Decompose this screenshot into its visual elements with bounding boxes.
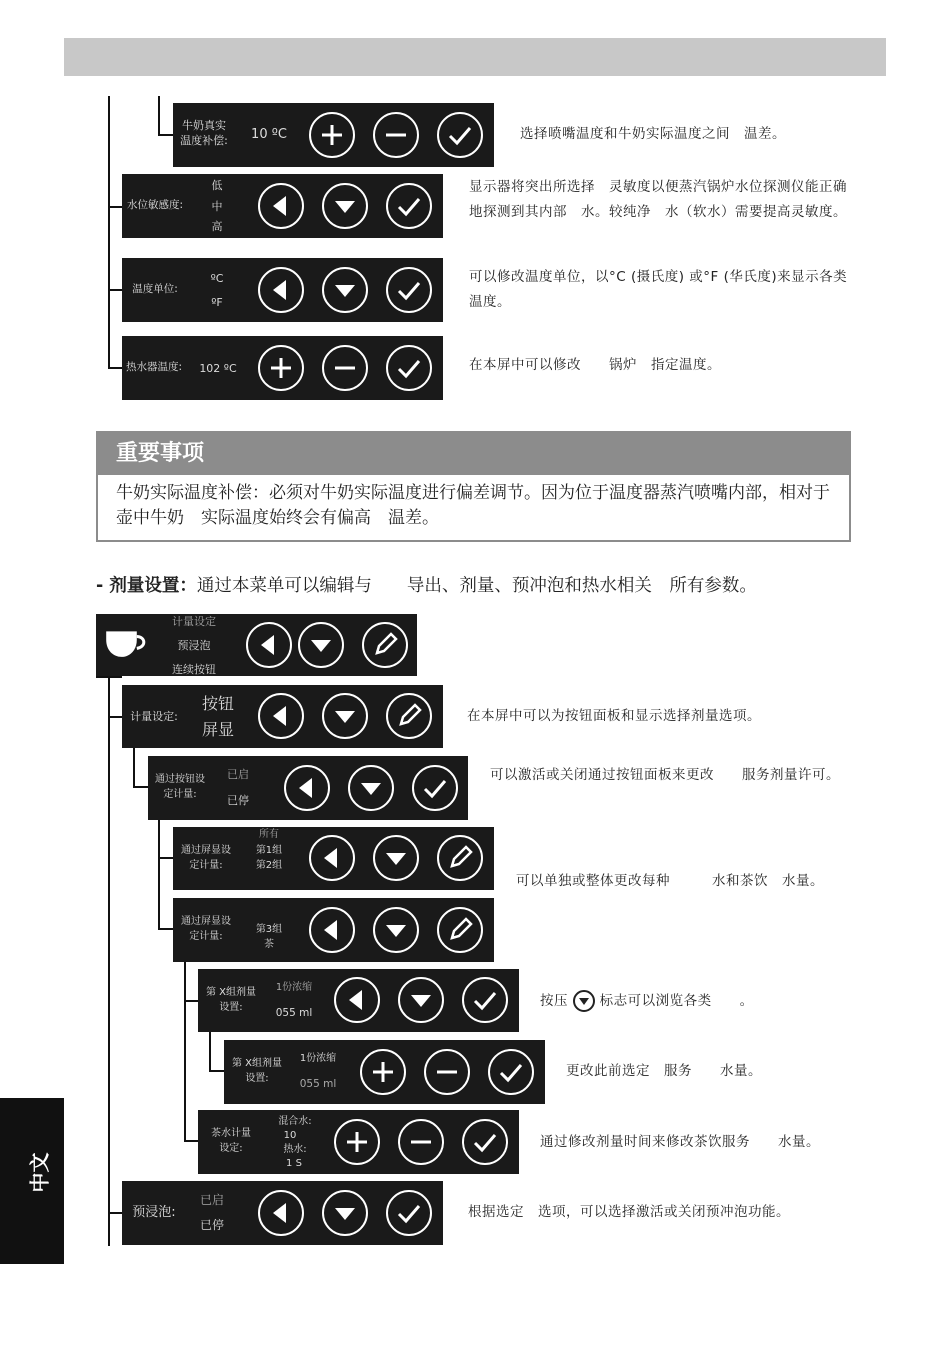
plus-icon — [362, 1051, 404, 1093]
edit-button[interactable] — [362, 622, 408, 668]
plus-button[interactable] — [258, 345, 304, 391]
section-heading — [96, 572, 757, 597]
option-tea: 茶 — [264, 939, 274, 950]
confirm-button[interactable] — [386, 1190, 432, 1236]
triangle-down-icon — [400, 979, 442, 1021]
option-screen: 屏显 — [201, 720, 234, 739]
header-bar — [64, 38, 886, 76]
minus-icon — [426, 1051, 468, 1093]
confirm-button[interactable] — [462, 977, 508, 1023]
tree-line — [96, 676, 122, 678]
option-volume: 055 ml — [275, 1007, 313, 1019]
tree-line — [158, 857, 174, 859]
panel-label: 水位敏感度: — [126, 199, 184, 211]
triangle-left-icon — [336, 979, 378, 1021]
panel-label: 计量设定: — [130, 710, 178, 723]
plus-button[interactable] — [360, 1049, 406, 1095]
pencil-icon — [388, 695, 430, 737]
screen-dose-panel-2 — [173, 898, 494, 962]
description: 根据选定 选项，可以选择激活或关闭预冲泡功能。 — [468, 1204, 790, 1220]
triangle-down-icon — [300, 624, 342, 666]
panel-label: 茶水计量 设定: — [211, 1128, 251, 1154]
tree-line — [158, 134, 174, 136]
triangle-down-icon — [375, 837, 417, 879]
description: 显示器将突出所选择 灵敏度以便蒸汽锅炉水位探测仪能正确地探测到其内部 水。较纯净 水（软水）需要提高灵敏度。 — [469, 179, 847, 220]
panel-label: 通过屏显设 定计量: — [181, 845, 231, 871]
button-dose-panel — [148, 756, 468, 820]
minus-button[interactable] — [373, 112, 419, 158]
option-preinfusion: 预浸泡 — [177, 639, 211, 652]
dose-set-panel — [122, 685, 443, 748]
tea-dose-panel — [198, 1110, 519, 1174]
minus-icon — [375, 114, 417, 156]
pencil-icon — [364, 624, 406, 666]
triangle-left-icon — [248, 624, 290, 666]
left-button[interactable] — [258, 267, 304, 313]
option-dose-set: 计量设定 — [172, 615, 216, 628]
panel-label: 通过按钮设 定计量: — [155, 774, 205, 800]
panel-value: 102 ºC — [199, 362, 237, 375]
preinfusion-panel — [122, 1181, 443, 1245]
minus-icon — [400, 1121, 442, 1163]
confirm-button[interactable] — [412, 765, 458, 811]
down-button[interactable] — [398, 977, 444, 1023]
panel-label: 第 X组剂量 设置: — [205, 987, 257, 1013]
left-button[interactable] — [309, 907, 355, 953]
option-all: 所有 — [259, 829, 279, 840]
down-button[interactable] — [322, 693, 368, 739]
language-tab — [0, 1098, 64, 1264]
edit-button[interactable] — [437, 835, 483, 881]
check-icon — [388, 185, 430, 227]
tree-line — [209, 1032, 211, 1072]
left-button[interactable] — [334, 977, 380, 1023]
left-button[interactable] — [258, 693, 304, 739]
description: 更改此前选定 服务 水量。 — [566, 1063, 762, 1079]
triangle-down-icon — [350, 767, 392, 809]
option-enabled: 已启 — [227, 768, 249, 781]
description: 在本屏中可以为按钮面板和显示选择剂量选项。 — [467, 708, 761, 724]
minus-button[interactable] — [398, 1119, 444, 1165]
option-mix-water: 混合水: — [278, 1116, 312, 1127]
tree-line — [158, 96, 160, 136]
confirm-button[interactable] — [437, 112, 483, 158]
down-button[interactable] — [348, 765, 394, 811]
triangle-down-icon — [324, 185, 366, 227]
description: 可以修改温度单位，以°C (摄氏度) 或°F (华氏度)来显示各类温度。 — [469, 269, 848, 310]
description: 在本屏中可以修改 锅炉 指定温度。 — [469, 357, 721, 373]
coffee-cup-icon — [104, 628, 156, 662]
left-button[interactable] — [309, 835, 355, 881]
tree-line — [108, 96, 110, 368]
confirm-button[interactable] — [386, 345, 432, 391]
tree-line — [184, 962, 186, 1142]
pencil-icon — [439, 837, 481, 879]
tree-line — [209, 1070, 225, 1072]
milk-comp-panel — [173, 103, 494, 167]
screen-dose-panel-1 — [173, 827, 494, 890]
down-button[interactable] — [373, 835, 419, 881]
pencil-icon — [439, 909, 481, 951]
option-disabled: 已停 — [199, 1218, 224, 1232]
check-icon — [388, 269, 430, 311]
option-hot-value: 1 S — [286, 1158, 302, 1169]
note-title: 重要事项 — [116, 441, 205, 466]
plus-button[interactable] — [334, 1119, 380, 1165]
description: 可以激活或关闭通过按钮面板来更改 服务剂量许可。 — [490, 767, 840, 783]
dose-root-panel — [96, 614, 417, 676]
triangle-left-icon — [260, 269, 302, 311]
boiler-temp-panel — [122, 336, 443, 400]
triangle-left-icon — [286, 767, 328, 809]
tree-line — [158, 820, 160, 930]
triangle-down-icon — [324, 695, 366, 737]
tree-line — [108, 676, 110, 1246]
minus-icon — [324, 347, 366, 389]
down-button[interactable] — [322, 183, 368, 229]
option-button: 按钮 — [201, 694, 234, 713]
check-icon — [439, 114, 481, 156]
description: 可以单独或整体更改每种 水和茶饮 水量。 — [516, 873, 824, 889]
triangle-left-icon — [311, 909, 353, 951]
panel-label: 温度单位: — [132, 283, 178, 295]
panel-label: 通过屏显设 定计量: — [181, 916, 231, 942]
option-mix-value: 10 — [283, 1130, 297, 1141]
description: 选择喷嘴温度和牛奶实际温度之间 温差。 — [520, 126, 786, 142]
left-button[interactable] — [258, 1190, 304, 1236]
check-icon — [388, 1192, 430, 1234]
down-button[interactable] — [322, 1190, 368, 1236]
plus-icon — [260, 347, 302, 389]
section-title: - 剂量设置： — [96, 576, 197, 596]
panel-label: 预浸泡: — [132, 1205, 176, 1220]
option-group2: 第2组 — [255, 860, 283, 871]
option-espresso: 1份浓缩 — [299, 1053, 337, 1064]
option-volume: 055 ml — [299, 1078, 337, 1090]
left-button[interactable] — [246, 622, 292, 668]
note-body: 牛奶实际温度补偿：必须对牛奶实际温度进行偏差调节。因为位于温度器蒸汽喷嘴内部，相对于壶中牛奶 实际温度始终会有偏高 温差。 — [116, 483, 830, 528]
plus-button[interactable] — [309, 112, 355, 158]
left-button[interactable] — [284, 765, 330, 811]
temp-unit-panel — [122, 258, 443, 322]
option-mid: 中 — [211, 200, 223, 213]
check-icon — [464, 1121, 506, 1163]
tree-line — [133, 786, 149, 788]
down-inline-icon — [573, 990, 595, 1012]
option-group1: 第1组 — [255, 845, 283, 856]
triangle-left-icon — [260, 185, 302, 227]
group-dose-edit-panel — [224, 1040, 545, 1104]
option-disabled: 已停 — [227, 794, 249, 807]
triangle-left-icon — [260, 1192, 302, 1234]
description: 通过修改剂量时间来修改茶饮服务 水量。 — [540, 1134, 820, 1150]
panel-label: 第 X组剂量 设置: — [231, 1058, 283, 1084]
plus-icon — [336, 1121, 378, 1163]
panel-label: 热水器温度: — [125, 361, 183, 373]
down-button[interactable] — [298, 622, 344, 668]
confirm-button[interactable] — [462, 1119, 508, 1165]
note-header — [98, 433, 849, 475]
check-icon — [414, 767, 456, 809]
description — [540, 989, 850, 1014]
option-enabled: 已启 — [199, 1193, 224, 1207]
important-note — [96, 431, 851, 542]
minus-button[interactable] — [322, 345, 368, 391]
triangle-down-icon — [324, 1192, 366, 1234]
confirm-button[interactable] — [386, 183, 432, 229]
down-button[interactable] — [373, 907, 419, 953]
left-button[interactable] — [258, 183, 304, 229]
option-low: 低 — [211, 179, 223, 192]
panel-label: 牛奶真实 温度补偿: — [180, 119, 228, 147]
edit-button[interactable] — [386, 693, 432, 739]
option-continuous: 连续按钮 — [172, 663, 216, 676]
desc-post: 标志可以浏览各类 。 — [599, 993, 754, 1009]
tree-line — [133, 748, 135, 788]
option-high: 高 — [211, 220, 223, 233]
check-icon — [464, 979, 506, 1021]
section-text: 通过本菜单可以编辑与 导出、剂量、预冲泡和热水相关 所有参数。 — [196, 576, 757, 596]
check-icon — [490, 1051, 532, 1093]
triangle-down-icon — [324, 269, 366, 311]
option-group3: 第3组 — [255, 924, 283, 935]
confirm-button[interactable] — [386, 267, 432, 313]
triangle-left-icon — [260, 695, 302, 737]
triangle-down-icon — [375, 909, 417, 951]
triangle-left-icon — [311, 837, 353, 879]
confirm-button[interactable] — [488, 1049, 534, 1095]
edit-button[interactable] — [437, 907, 483, 953]
language-label: 中文 — [27, 1152, 52, 1193]
panel-value: 10 ºC — [251, 127, 287, 142]
option-fahrenheit: ºF — [211, 296, 223, 309]
tree-line — [158, 928, 174, 930]
option-hot-water: 热水: — [283, 1144, 307, 1155]
option-espresso: 1份浓缩 — [275, 982, 313, 993]
plus-icon — [311, 114, 353, 156]
desc-pre: 按压 — [540, 993, 568, 1009]
minus-button[interactable] — [424, 1049, 470, 1095]
down-button[interactable] — [322, 267, 368, 313]
check-icon — [388, 347, 430, 389]
water-sensitivity-panel — [122, 174, 443, 238]
group-dose-panel — [198, 969, 519, 1032]
option-celsius: ºC — [210, 272, 224, 285]
